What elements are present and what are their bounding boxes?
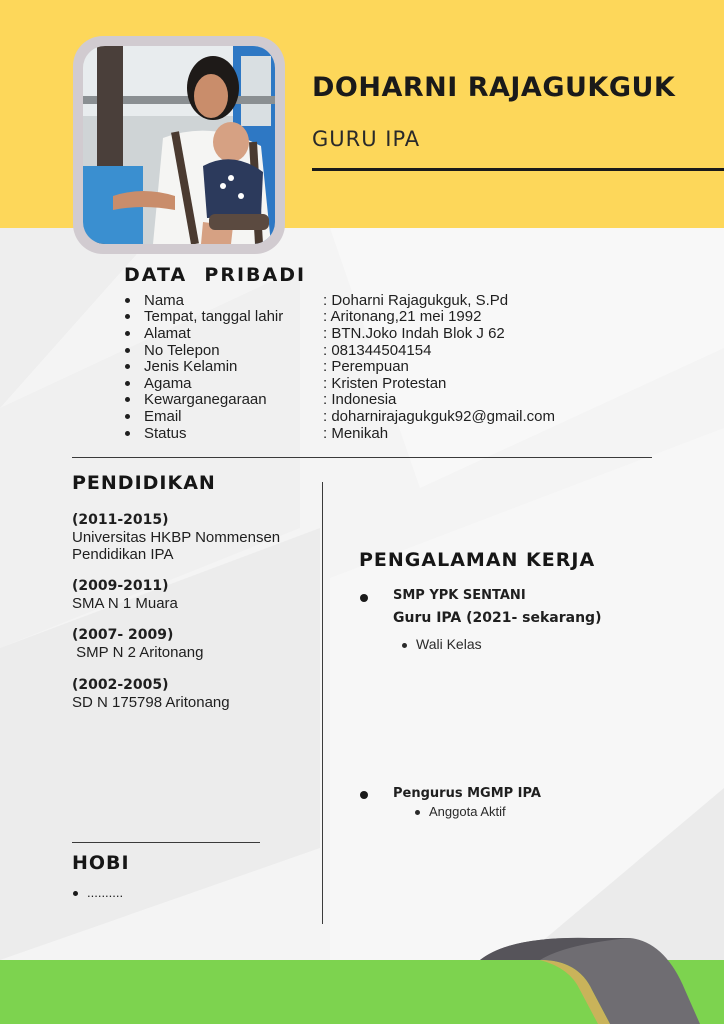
personal-data-list <box>120 292 680 441</box>
bullet-icon <box>125 331 130 336</box>
personal-label: Agama <box>144 374 192 392</box>
bullet-icon <box>125 381 130 386</box>
personal-label: Nama <box>144 291 185 309</box>
personal-row-phone <box>120 342 680 359</box>
personal-row-birth <box>120 309 680 326</box>
personal-value: : Kristen Protestan <box>323 374 447 392</box>
section-divider <box>72 457 652 458</box>
work-place: SMP YPK SENTANI <box>393 588 526 603</box>
personal-row-religion <box>120 375 680 392</box>
work-duty <box>402 636 482 652</box>
personal-label: No Telepon <box>144 341 220 359</box>
personal-value: : 081344504154 <box>323 341 432 359</box>
education-entry <box>72 627 203 661</box>
personal-value: : Perempuan <box>323 358 409 376</box>
personal-value: : Aritonang,21 mei 1992 <box>323 308 482 326</box>
bullet-icon <box>125 348 130 353</box>
job-title: GURU IPA <box>312 127 421 151</box>
bullet-icon <box>125 298 130 303</box>
education-school: SD N 175798 Aritonang <box>72 694 230 711</box>
candidate-name: DOHARNI RAJAGUKGUK <box>312 72 676 103</box>
education-school: Universitas HKBP Nommensen <box>72 529 281 546</box>
education-entry <box>72 578 178 612</box>
bullet-icon <box>73 891 78 896</box>
hobby-divider <box>72 842 260 843</box>
profile-photo <box>83 46 275 244</box>
education-major: Pendidikan IPA <box>72 546 174 563</box>
bullet-icon <box>360 791 368 799</box>
education-year: (2011-2015) <box>72 512 169 528</box>
bullet-icon <box>415 810 420 815</box>
education-entry <box>72 512 280 563</box>
personal-value: : BTN.Joko Indah Blok J 62 <box>323 324 505 342</box>
personal-value: : Menikah <box>323 424 389 442</box>
education-heading: PENDIDIKAN <box>72 472 216 494</box>
email-link[interactable]: : doharnirajagukguk92@gmail.com <box>323 407 556 425</box>
bullet-icon <box>125 431 130 436</box>
work-experience-heading: PENGALAMAN KERJA <box>359 549 596 571</box>
personal-label: Status <box>144 424 187 442</box>
education-year: (2002-2005) <box>72 677 169 693</box>
hobby-item-label: .......... <box>87 885 124 900</box>
personal-label: Alamat <box>144 324 191 342</box>
education-school: SMA N 1 Muara <box>72 595 178 612</box>
personal-label: Email <box>144 407 182 425</box>
personal-row-nationality <box>120 392 680 409</box>
bullet-icon <box>125 397 130 402</box>
education-entry <box>72 677 230 711</box>
column-divider <box>322 482 323 924</box>
personal-row-nama <box>120 292 680 309</box>
bullet-icon <box>125 364 130 369</box>
work-place: Pengurus MGMP IPA <box>393 786 541 801</box>
name-underline-divider <box>312 168 724 171</box>
work-role: Guru IPA (2021- sekarang) <box>393 610 602 626</box>
personal-row-gender <box>120 358 680 375</box>
personal-value: : Doharni Rajagukguk, S.Pd <box>323 291 509 309</box>
work-duty-label: Anggota Aktif <box>429 804 506 819</box>
education-school: SMP N 2 Aritonang <box>72 644 204 661</box>
personal-value: : Indonesia <box>323 391 397 409</box>
personal-label: Tempat, tanggal lahir <box>144 308 284 326</box>
hobby-heading: HOBI <box>72 852 130 874</box>
profile-photo-frame <box>73 36 285 254</box>
personal-label: Jenis Kelamin <box>144 358 238 376</box>
bullet-icon <box>402 643 407 648</box>
work-duty-label: Wali Kelas <box>416 636 482 652</box>
bullet-icon <box>360 594 368 602</box>
personal-label: Kewarganegaraan <box>144 391 267 409</box>
bullet-icon <box>125 414 130 419</box>
personal-data-heading: DATA PRIBADI <box>124 264 307 286</box>
hobby-item <box>73 885 123 900</box>
work-duty <box>415 804 506 819</box>
personal-row-address <box>120 325 680 342</box>
education-year: (2007- 2009) <box>72 627 174 643</box>
education-year: (2009-2011) <box>72 578 169 594</box>
footer-swoosh-decoration <box>470 930 724 1024</box>
personal-row-email <box>120 408 680 425</box>
bullet-icon <box>125 314 130 319</box>
personal-row-status <box>120 425 680 442</box>
